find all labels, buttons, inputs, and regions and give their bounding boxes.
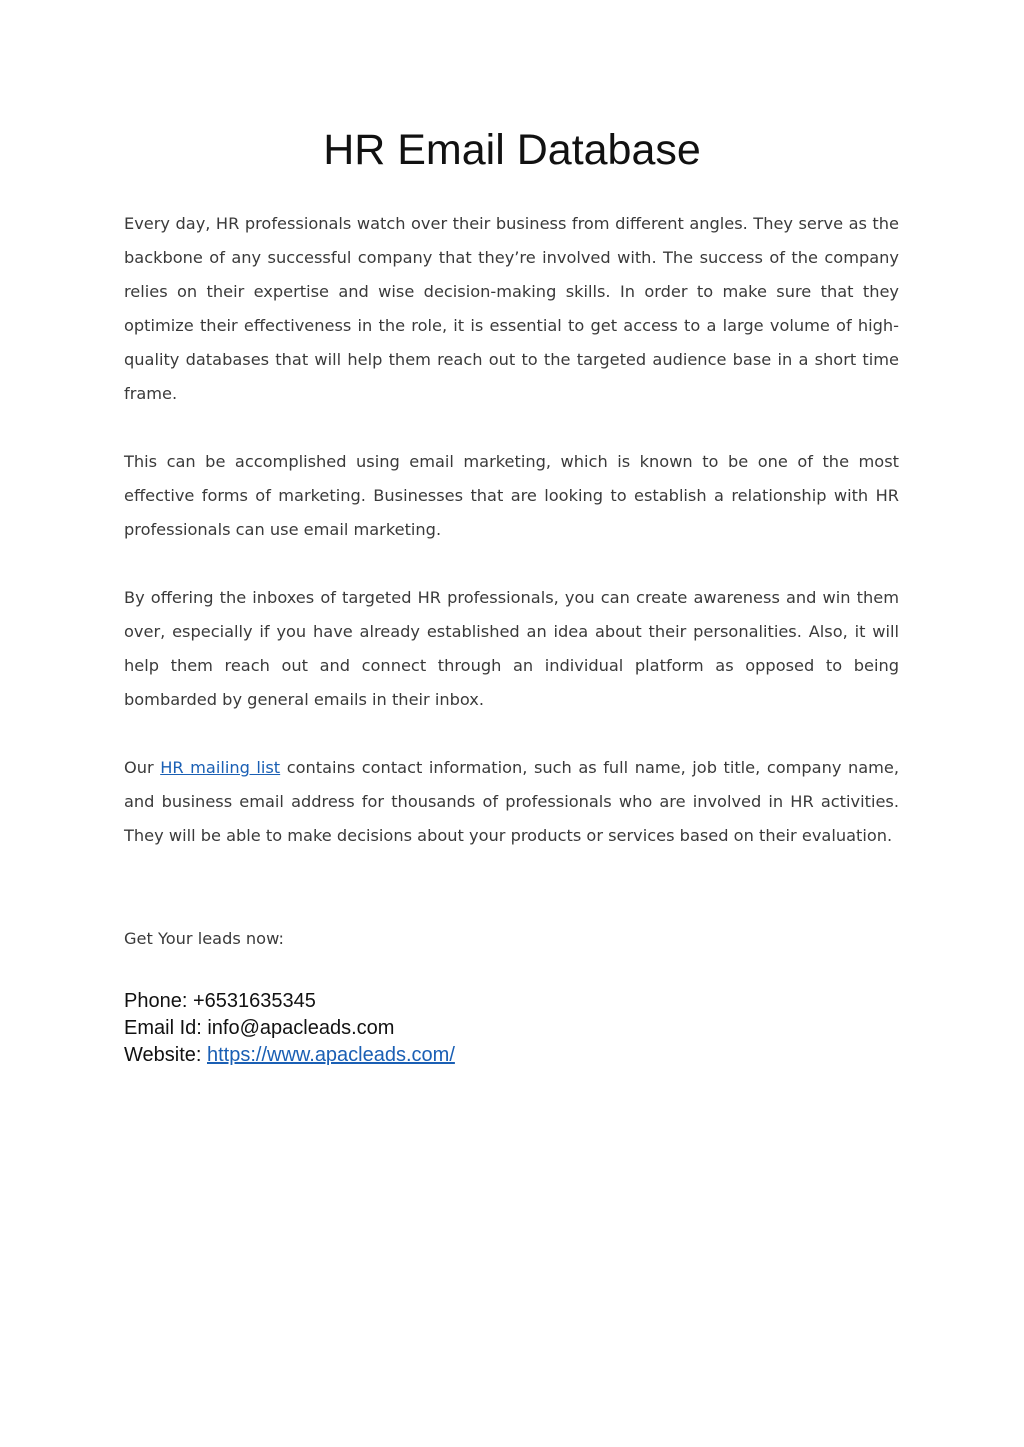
paragraph-mailing-list-suffix: contains contact information, such as full name, job title, company name, and business email address for thousands of professionals who are involved in HR activities. They will be able to make decisions about your products or services based on their evaluation. — [124, 758, 900, 845]
paragraph-email-marketing: This can be accomplished using email marketing, which is known to be one of the most effective forms of marketing. Businesses that are looking to establish a relationship with HR professionals can use email marketing. — [124, 452, 899, 539]
contact-email — [124, 1015, 899, 1042]
paragraph-targeting: By offering the inboxes of targeted HR professionals, you can create awareness and win them over, especially if you have already established an idea about their personalities. Also, it will help them reach out and connect through an individual platform as opposed to being bombarded by general emails in their inbox. — [124, 588, 899, 709]
page-title: HR Email Database — [323, 126, 701, 174]
contact-phone — [124, 988, 899, 1015]
website-label: Website: — [124, 1044, 207, 1066]
website-link[interactable]: https://www.apacleads.com/ — [207, 1044, 455, 1066]
contact-website — [124, 1042, 899, 1069]
paragraph-mailing-list — [124, 751, 899, 853]
contact-block — [124, 988, 899, 1069]
email-value: info@apacleads.com — [207, 1017, 395, 1039]
hr-mailing-list-link[interactable]: HR mailing list — [160, 758, 281, 777]
phone-value: +6531635345 — [192, 990, 316, 1012]
email-label: Email Id: — [124, 1017, 208, 1039]
paragraph-mailing-list-prefix: Our — [124, 758, 161, 777]
call-to-action: Get Your leads now: — [124, 929, 284, 948]
paragraph-intro: Every day, HR professionals watch over their business from different angles. They serve as the backbone of any successful company that they’re involved with. The success of the company relies on their expertise and wise decision-making skills. In order to make sure that they optimize their effectiveness in the role, it is essential to get access to a large volume of high-quality databases that will help them reach out to the targeted audience base in a short time frame. — [124, 214, 899, 403]
phone-label: Phone: — [124, 990, 193, 1012]
